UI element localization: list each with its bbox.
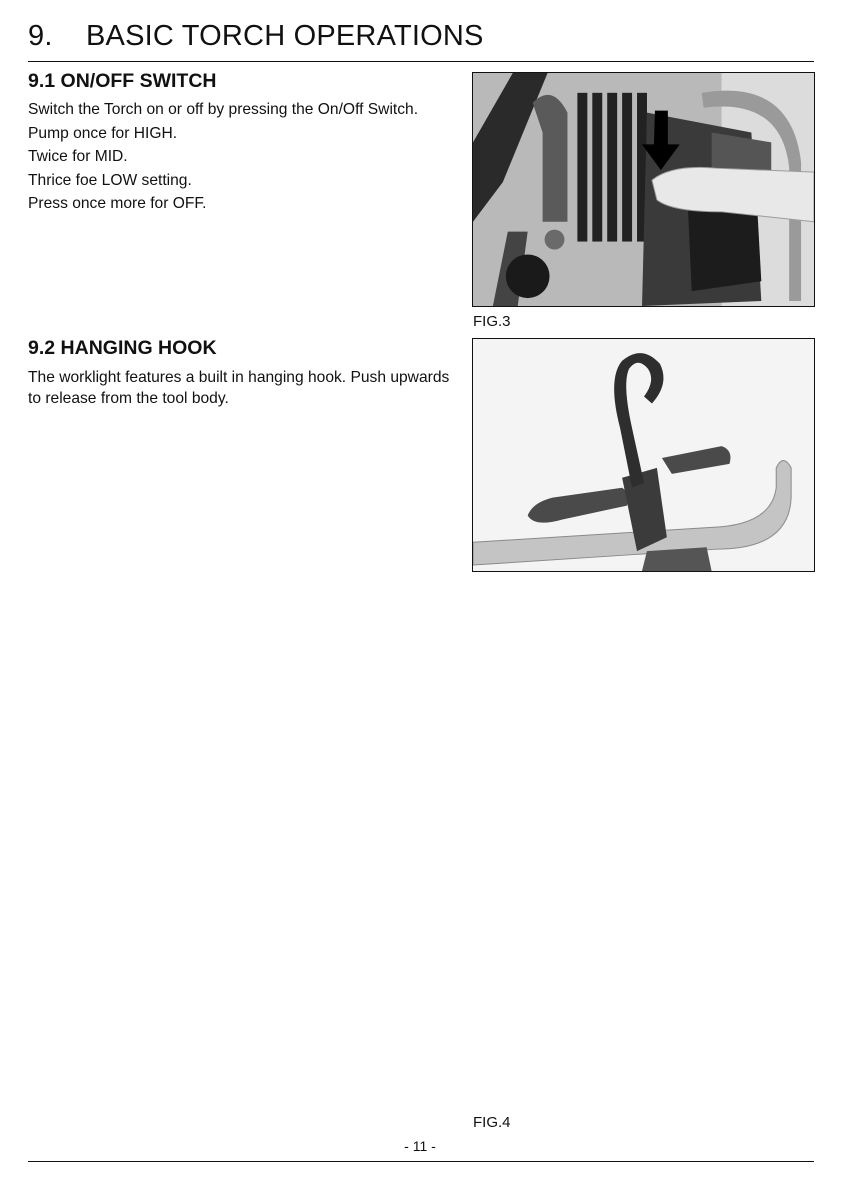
hook-paragraph: The worklight features a built in hanging hook. Push upwards to release from the tool body.	[28, 369, 450, 407]
hanging-hook-description	[28, 368, 453, 409]
instruction-mid: Twice for MID.	[28, 148, 128, 165]
heading-on-off-switch: 9.1 ON/OFF SWITCH	[28, 70, 217, 92]
figure-4-hook-photo	[472, 338, 815, 572]
footer-rule	[28, 1161, 814, 1162]
instruction-paragraph: Switch the Torch on or off by pressing the On/Off Switch.	[28, 101, 419, 118]
instruction-high: Pump once for HIGH.	[28, 124, 178, 142]
on-off-instructions	[28, 100, 453, 215]
figure-3-switch-photo	[472, 72, 815, 307]
section-number: 9.	[28, 20, 53, 52]
page-title	[28, 20, 484, 53]
page-number: - 11 -	[404, 1138, 436, 1154]
figure-3-caption: FIG.3	[473, 313, 511, 330]
section-title: BASIC TORCH OPERATIONS	[86, 20, 484, 52]
hanging-hook-photo-icon	[473, 339, 814, 571]
figure-4-caption: FIG.4	[473, 1114, 511, 1131]
instruction-low: Thrice foe LOW setting.	[28, 171, 192, 189]
instruction-off: Press once more for OFF.	[28, 195, 207, 212]
header-rule	[28, 61, 814, 62]
heading-hanging-hook: 9.2 HANGING HOOK	[28, 337, 217, 359]
switch-press-photo-icon	[473, 73, 814, 306]
